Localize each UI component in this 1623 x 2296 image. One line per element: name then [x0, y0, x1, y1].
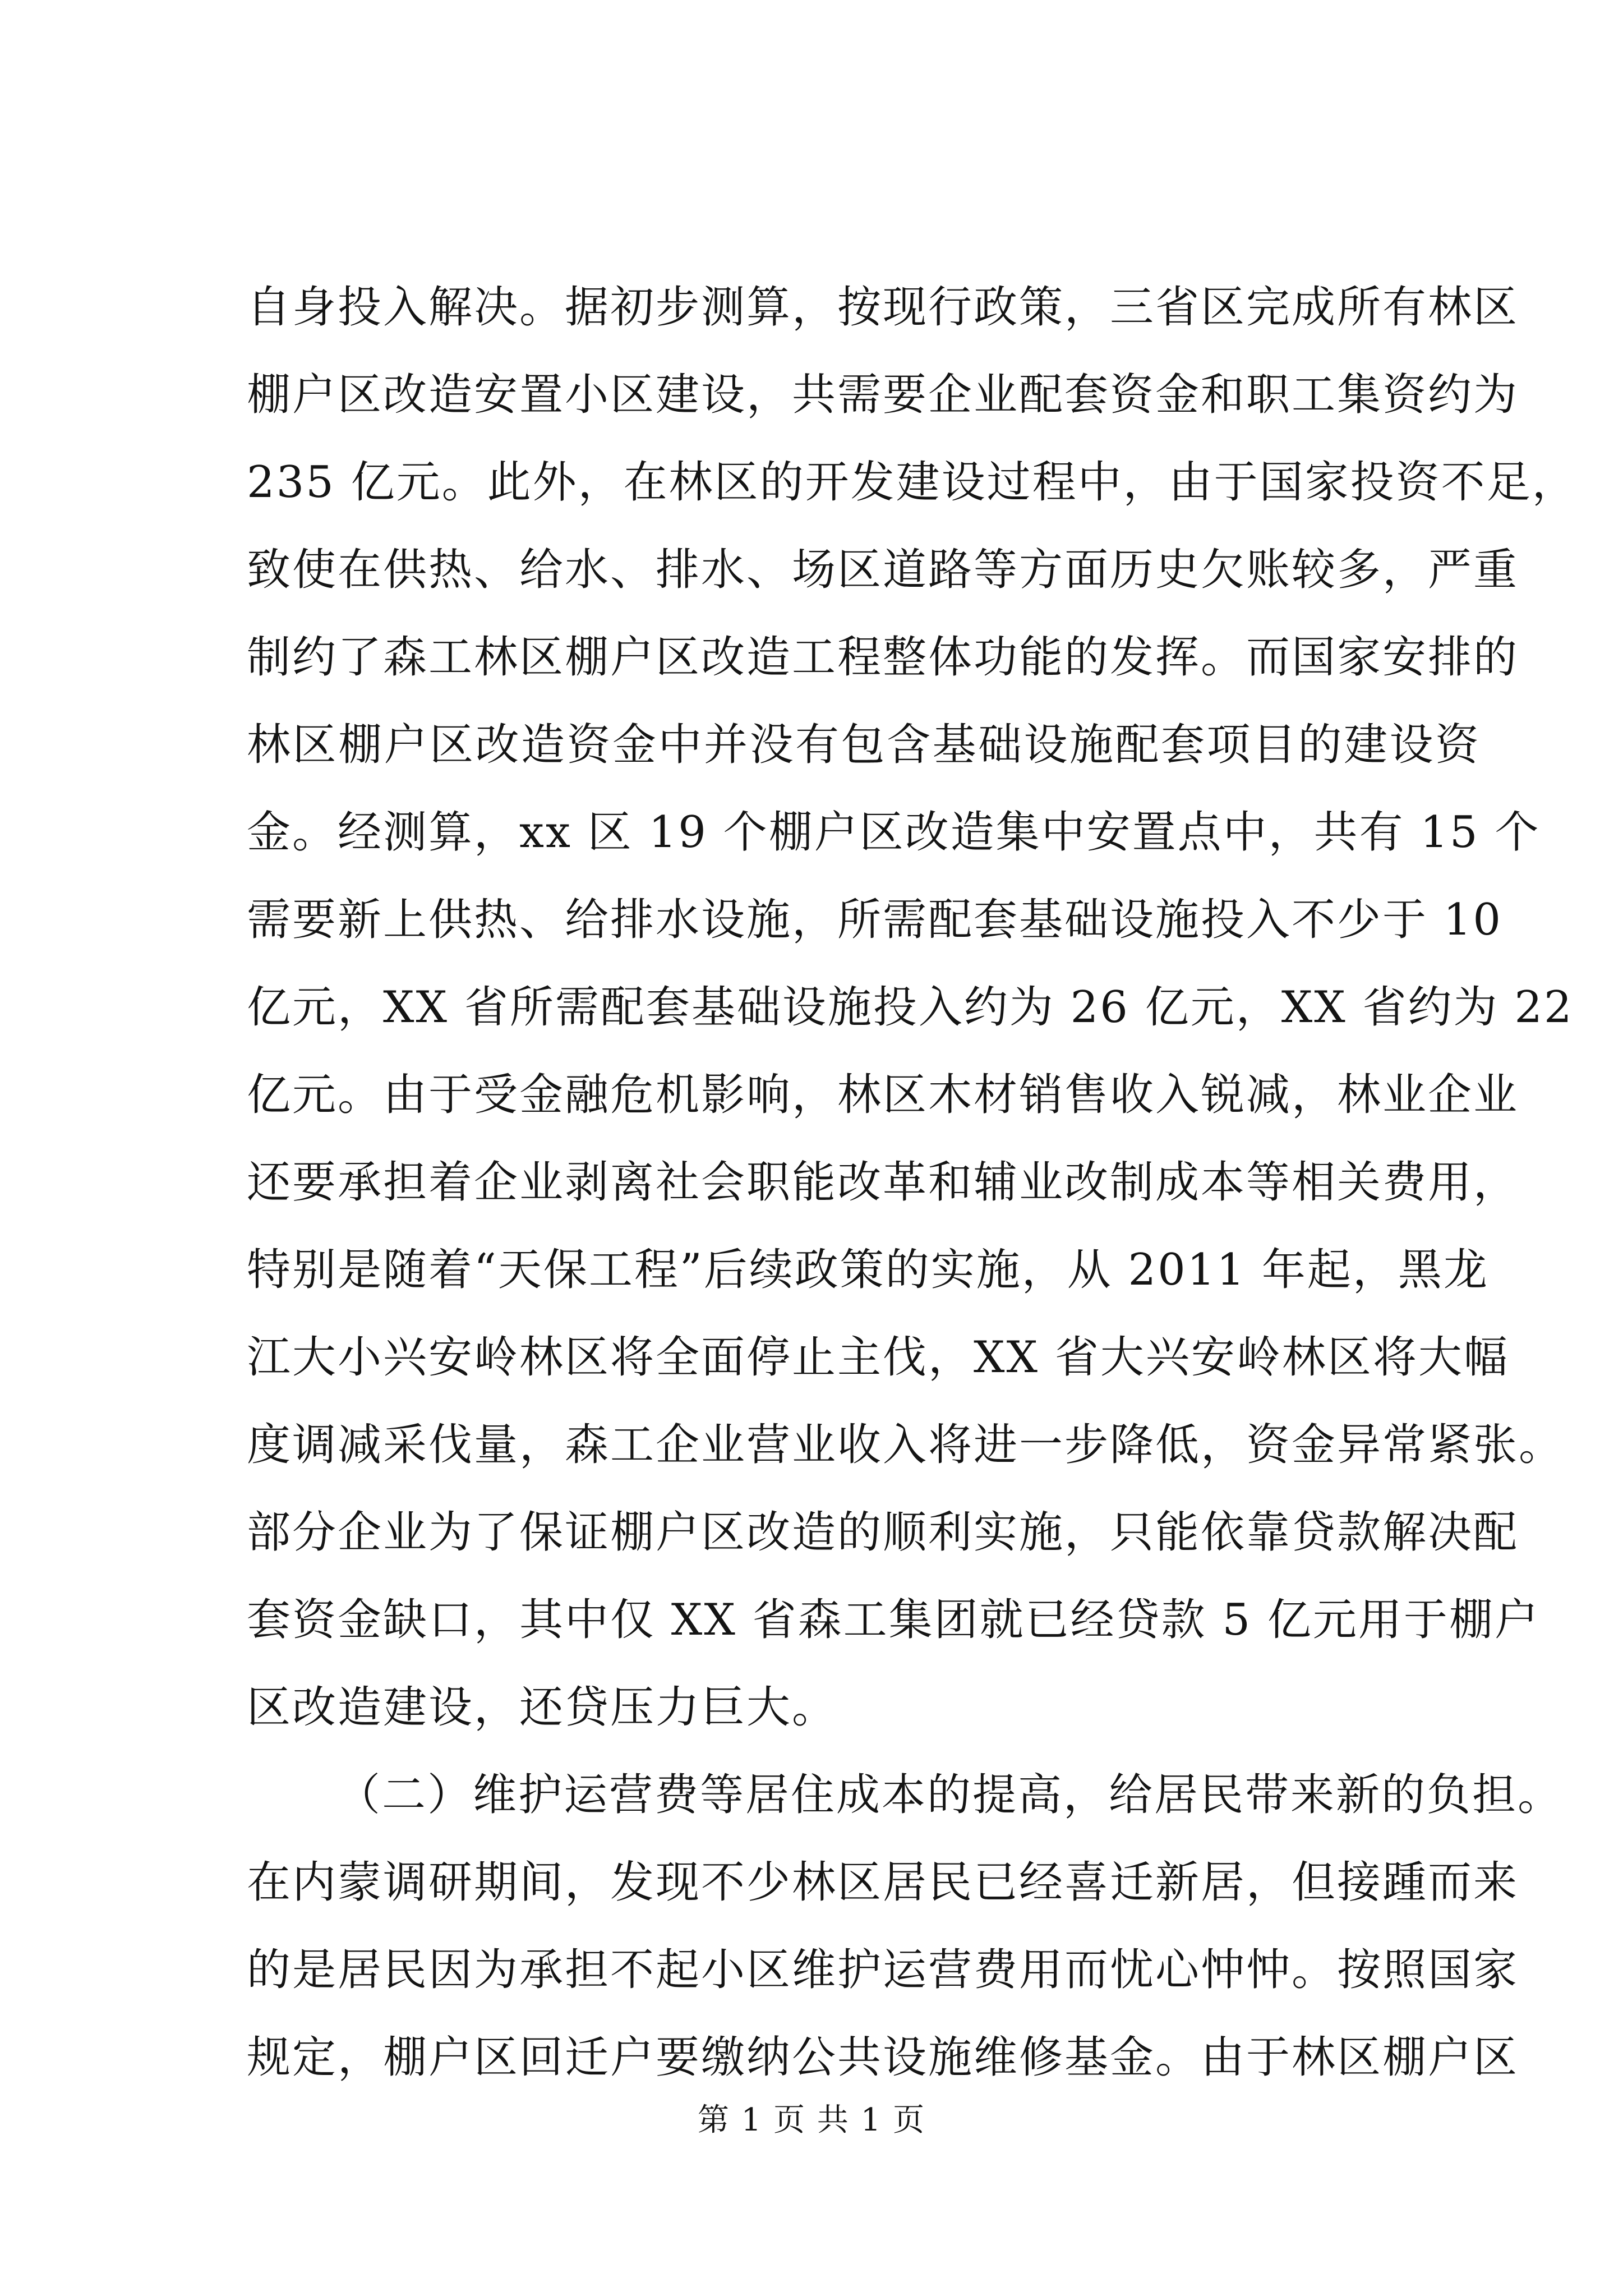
text-line: 江大小兴安岭林区将全面停止主伐，XX 省大兴安岭林区将大幅	[247, 1332, 1509, 1383]
text-line: 金。经测算，xx 区 19 个棚户区改造集中安置点中，共有 15 个	[247, 807, 1541, 858]
text-line: 需要新上供热、给排水设施，所需配套基础设施投入不少于 10	[247, 895, 1503, 945]
text-line: 部分企业为了保证棚户区改造的顺利实施，只能依靠贷款解决配	[247, 1507, 1519, 1558]
text-line: 在内蒙调研期间，发现不少林区居民已经喜迁新居，但接踵而来	[247, 1857, 1519, 1908]
text-line: 还要承担着企业剥离社会职能改革和辅业改制成本等相关费用，	[247, 1157, 1519, 1208]
text-line: 套资金缺口，其中仅 XX 省森工集团就已经贷款 5 亿元用于棚户	[247, 1595, 1540, 1645]
text-line: 林区棚户区改造资金中并没有包含基础设施配套项目的建设资	[247, 720, 1481, 770]
text-line: 亿元。由于受金融危机影响，林区木材销售收入锐减，林业企业	[247, 1070, 1519, 1120]
text-line: 特别是随着“天保工程”后续政策的实施，从 2011 年起，黑龙	[247, 1245, 1489, 1295]
body-text	[247, 264, 1578, 2101]
text-line: 棚户区改造安置小区建设，共需要企业配套资金和职工集资约为	[247, 370, 1519, 420]
section-heading-line: （二）维护运营费等居住成本的提高，给居民带来新的负担。	[336, 1770, 1564, 1820]
text-line: 规定，棚户区回迁户要缴纳公共设施维修基金。由于林区棚户区	[247, 2032, 1519, 2083]
text-line: 制约了森工林区棚户区改造工程整体功能的发挥。而国家安排的	[247, 632, 1519, 683]
text-line: 235 亿元。此外，在林区的开发建设过程中，由于国家投资不足，	[247, 457, 1578, 508]
text-line: 亿元，XX 省所需配套基础设施投入约为 26 亿元，XX 省约为 22	[247, 982, 1574, 1033]
text-line: 区改造建设，还贷压力巨大。	[247, 1682, 838, 1733]
text-line: 致使在供热、给水、排水、场区道路等方面历史欠账较多，严重	[247, 545, 1519, 595]
text-line: 的是居民因为承担不起小区维护运营费用而忧心忡忡。按照国家	[247, 1945, 1519, 1995]
text-line: 自身投入解决。据初步测算，按现行政策，三省区完成所有林区	[247, 282, 1519, 333]
text-line: 度调减采伐量，森工企业营业收入将进一步降低，资金异常紧张。	[247, 1420, 1565, 1470]
page-footer: 第 1 页 共 1 页	[697, 2102, 926, 2138]
